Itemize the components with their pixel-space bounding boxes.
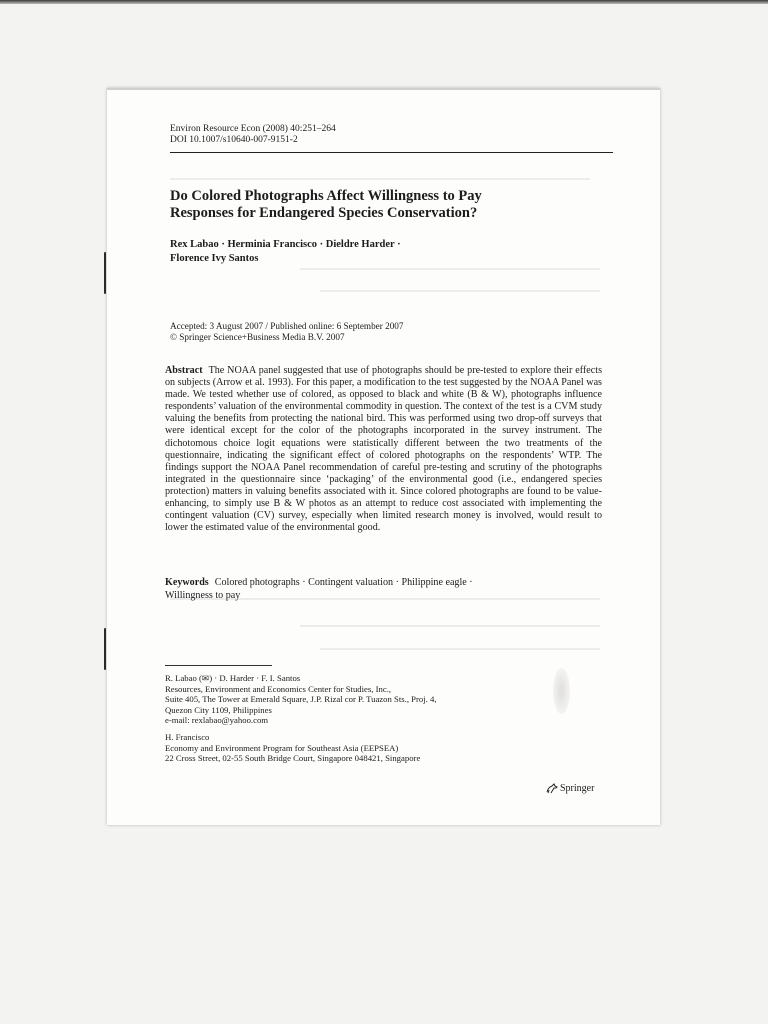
springer-horse-icon: [545, 783, 558, 794]
footnote-rule: [165, 665, 272, 666]
staple-mark: [104, 252, 106, 294]
bleed-through-line: [170, 178, 590, 180]
affiliation-block-2: [165, 732, 420, 764]
publisher-name: Springer: [560, 783, 595, 794]
authors-line-2: Florence Ivy Santos: [170, 252, 259, 264]
bleed-through-line: [300, 268, 600, 270]
keywords-heading: Keywords: [165, 577, 209, 588]
title-line-1: Do Colored Photographs Affect Willingness to Pay: [170, 188, 482, 204]
keywords: [165, 577, 505, 602]
scanner-edge: [0, 0, 768, 4]
journal-citation: Environ Resource Econ (2008) 40:251–264: [170, 124, 336, 134]
abstract: [165, 365, 602, 534]
affiliation-line: Suite 405, The Tower at Emerald Square, J.P. Rizal cor P. Tuazon Sts., Proj. 4,: [165, 694, 437, 705]
abstract-body: The NOAA panel suggested that use of photographs should be pre-tested to explore their effects on subjects (Arrow et al. 1993). For this paper, a modification to the test suggested by the NOAA Panel was made. We tested whether use of colored, as opposed to black and white (B & W), photographs influence respondents’ valuation of the environmental commodity in question. The context of the test is a CVM study valuing the benefits from protecting the national bird. This was performed using two drop-off surveys that were identical except for the color of the photographs incorporated in the survey instrument. The dichotomous choice logit equations were statistically different between the two treatments of the questionnaire, indicating the significant effect of colored photographs on the respondents’ WTP. The findings support the NOAA Panel recommendation of careful pre-testing and scrutiny of the photographs integrated in the questionnaire since ‘packaging’ of the environmental good (i.e., endangered species protection) matters in valuing benefits associated with it. Since colored photographs are found to be value-enhancing, to simply use B & W photos as an attempt to reduce cost associated with implementing the contingent valuation (CV) survey, especially when limited research money is involved, would result to lower the estimated value of the environmental good.: [165, 365, 602, 534]
copyright-notice: © Springer Science+Business Media B.V. 2007: [170, 332, 345, 342]
publisher-logo: [545, 783, 594, 794]
bleed-through-line: [320, 290, 600, 292]
staple-mark: [104, 628, 106, 670]
title-line-2: Responses for Endangered Species Conservation?: [170, 205, 478, 221]
header-rule: [170, 152, 613, 153]
author-email: e-mail: rexlabao@yahoo.com: [165, 715, 269, 726]
bleed-through-line: [320, 648, 600, 650]
scan-smudge: [553, 668, 570, 714]
affiliation-line: Resources, Environment and Economics Center for Studies, Inc.,: [165, 683, 392, 694]
bleed-through-line: [300, 625, 600, 627]
keywords-body: Colored photographs · Contingent valuation · Philippine eagle · Willingness to pay: [165, 577, 473, 601]
affiliation-line: Economy and Environment Program for Southeast Asia (EEPSEA): [165, 742, 399, 753]
accepted-date: Accepted: 3 August 2007 / Published online: 6 September 2007: [170, 321, 404, 331]
affiliation-line: 22 Cross Street, 02-55 South Bridge Court, Singapore 048421, Singapore: [165, 753, 421, 764]
affiliation-names: R. Labao (✉) · D. Harder · F. I. Santos: [165, 673, 301, 683]
journal-header: [170, 124, 336, 146]
authors-line-1: Rex Labao · Herminia Francisco · Dieldre Harder ·: [170, 239, 401, 250]
affiliation-names: H. Francisco: [165, 732, 210, 742]
affiliation-block-1: [165, 673, 437, 726]
paper-title: [170, 188, 590, 222]
abstract-heading: Abstract: [165, 365, 203, 376]
journal-doi: DOI 10.1007/s10640-007-9151-2: [170, 135, 298, 145]
author-list: [170, 238, 570, 265]
publication-dates: [170, 321, 404, 343]
affiliation-line: Quezon City 1109, Philippines: [165, 704, 272, 715]
